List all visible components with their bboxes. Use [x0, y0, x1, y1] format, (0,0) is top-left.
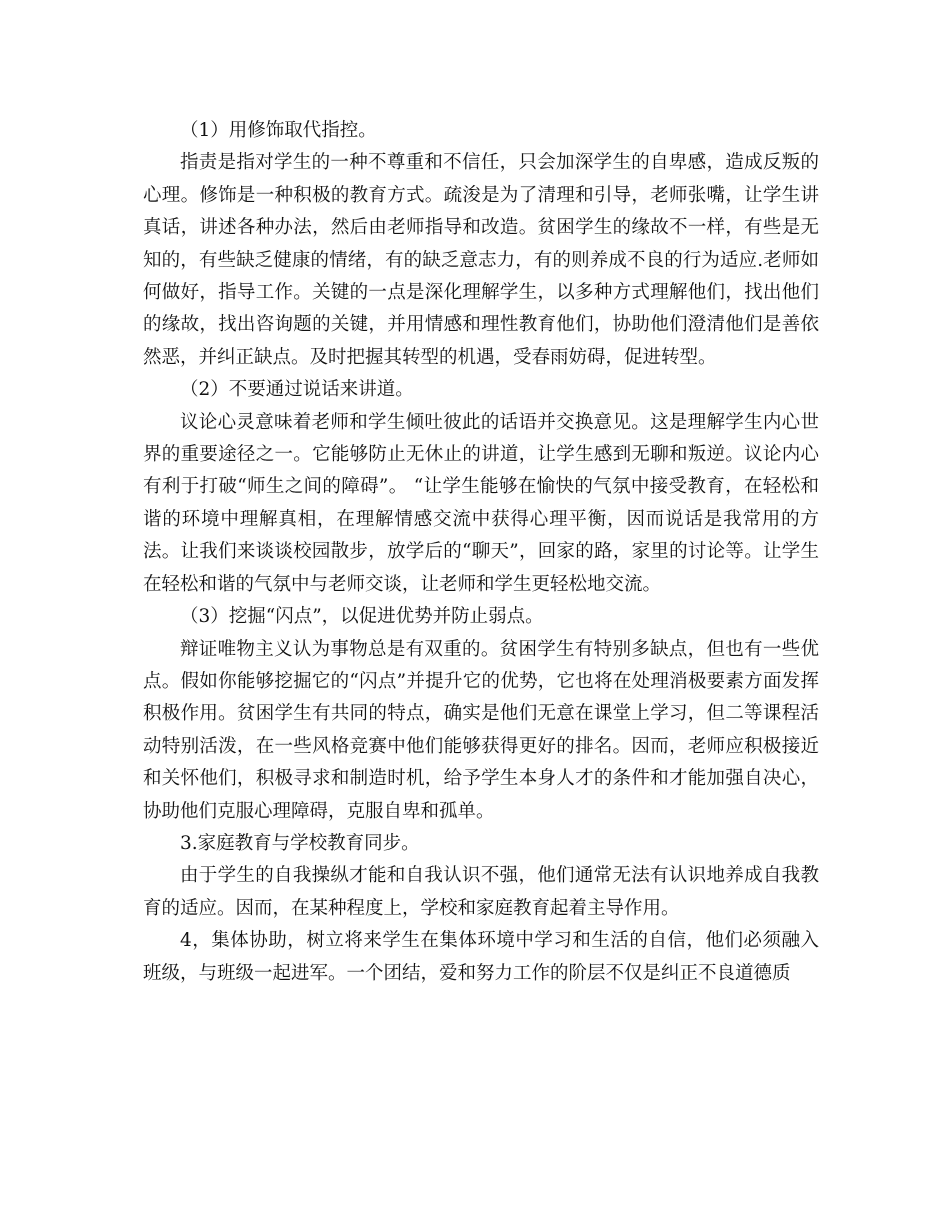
paragraph-4: 由于学生的自我操纵才能和自我认识不强，他们通常无法有认识地养成自我教育的适应。因而，在某种程度上，学校和家庭教育起着主导作用。: [143, 865, 819, 919]
paragraph-1: 指责是指对学生的一种不尊重和不信任，只会加深学生的自卑感，造成反叛的心理。修饰是一种积极的教育方式。疏浚是为了清理和引导，老师张嘴，让学生讲真话，讲述各种办法，然后由老师指导和改造。贫困学生的缘故不一样，有些是无知的，有些缺乏健康的情绪，有的缺乏意志力，有的则养成不良的行为适应.老师如何做好，指导工作。关键的一点是深化理解学生，以多种方式理解他们，找出他们的缘故，找出咨询题的关键，并用情感和理性教育他们，协助他们澄清他们是善依然恶，并纠正缺点。及时把握其转型的机遇，受春雨妨碍，促进转型。: [143, 152, 819, 368]
document-body: [143, 115, 819, 990]
paragraph-2: 议论心灵意味着老师和学生倾吐彼此的话语并交换意见。这是理解学生内心世界的重要途径之一。它能够防止无休止的讲道，让学生感到无聊和叛逆。议论内心有利于打破“师生之间的障碍”。 “让学生能够在愉快的气氛中接受教育，在轻松和谐的环境中理解真相，在理解情感交流中获得心理平衡，因而说话是我常用的方法。让我们来谈谈校园散步，放学后的“聊天”，回家的路，家里的讨论等。让学生在轻松和谐的气氛中与老师交谈，让老师和学生更轻松地交流。: [143, 411, 819, 595]
section-heading-4: 3.家庭教育与学校教育同步。: [180, 832, 420, 854]
paragraph-5: 4，集体协助，树立将来学生在集体环境中学习和生活的自信，他们必须融入班级，与班级一起进军。一个团结，爱和努力工作的阶层不仅是纠正不良道德质: [143, 930, 819, 984]
section-heading-1: （1）用修饰取代指控。: [180, 120, 377, 141]
section-heading-2: （2）不要通过说话来讲道。: [180, 379, 414, 401]
paragraph-3: 辩证唯物主义认为事物总是有双重的。贫困学生有特别多缺点，但也有一些优点。假如你能够挖掘它的“闪点”并提升它的优势，它也将在处理消极要素方面发挥积极作用。贫困学生有共同的特点，确实是他们无意在课堂上学习，但二等课程活动特别活泼，在一些风格竞赛中他们能够获得更好的排名。因而，老师应积极接近和关怀他们，积极寻求和制造时机，给予学生本身人才的条件和才能加强自决心，协助他们克服心理障碍，克服自卑和孤单。: [143, 638, 819, 822]
section-heading-3: （3）挖掘“闪点”，以促进优势并防止弱点。: [180, 606, 544, 628]
